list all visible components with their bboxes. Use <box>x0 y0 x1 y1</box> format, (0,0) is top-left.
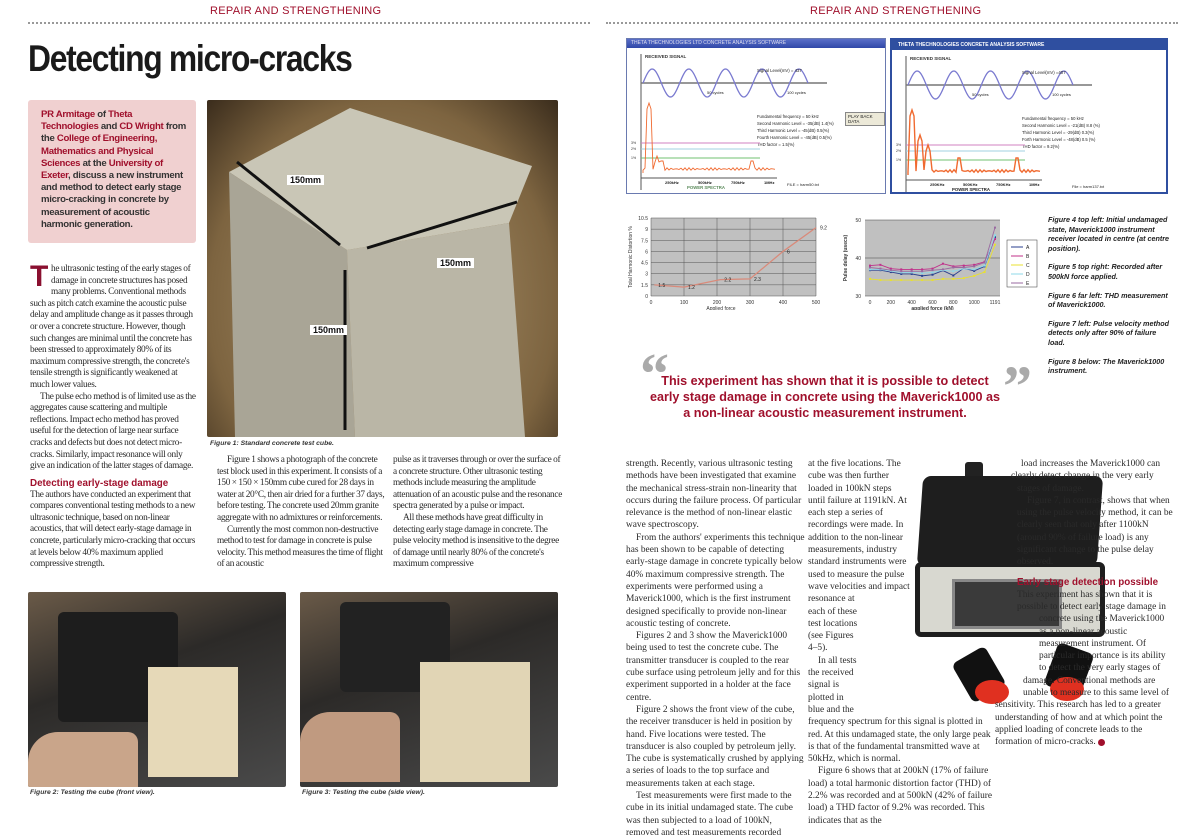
paragraph: load increases the Maverick1000 can clearly detect change in the very early stages of damage. <box>1011 459 1161 494</box>
data-point <box>932 279 934 281</box>
standfirst-text: at the <box>80 157 109 169</box>
harmonic-stat: Third Harmonic Level = -29(dB) 0.3(%) <box>1022 130 1095 135</box>
paragraph: Figure 1 shows a photograph of the concrete test block used in this experiment. It consists of a 150 × 150 × 150mm cube cured for 28 days in water at 20°C, then air dried for a further 37 days, before testing. The concrete used 20mm granite aggregate with no admixtures or reinforcements. <box>217 455 385 523</box>
figure-4-caption: Figure 4 top left: Initial undamaged state, Maverick1000 instrument receiver located in centre (at centre position). <box>1048 215 1170 253</box>
x-tick-label: 500 <box>811 300 821 306</box>
y-axis-label: Total Harmonic Distortion % <box>628 226 634 288</box>
y-tick-label: 50 <box>855 218 861 224</box>
data-point <box>911 268 913 270</box>
received-signal-label: RECEIVED SIGNAL <box>910 56 952 61</box>
x-tick-label: 1MHz <box>1029 182 1040 187</box>
data-point <box>952 274 954 276</box>
threshold-label: 2% <box>896 149 902 153</box>
harmonic-stat: Fundamental frequency = 50 kHz <box>1022 116 1084 121</box>
data-point <box>869 267 871 269</box>
hand <box>28 732 138 787</box>
x-tick-label: 750KHz <box>996 182 1011 187</box>
x-tick-label: 500kHz <box>698 180 712 185</box>
x-tick-label: 200 <box>886 300 896 306</box>
x-tick-label: 500KHz <box>963 182 978 187</box>
data-point <box>921 270 923 272</box>
drop-cap: T <box>30 260 49 293</box>
x-axis-label: Applied force <box>706 306 736 310</box>
data-point <box>942 268 944 270</box>
standfirst-text: , discuss a new instrument and method to detect early stage micro-cracking in concrete by measurement of acoustic harmonic generation. <box>41 170 183 230</box>
data-point <box>963 267 965 269</box>
data-point <box>973 275 975 277</box>
close-quote-mark: ” <box>1003 354 1032 419</box>
y-tick-label: 10.5 <box>638 216 648 222</box>
x-tick-label: 250KHz <box>930 182 945 187</box>
data-point <box>932 274 934 276</box>
y-tick-label: 3 <box>645 271 648 278</box>
data-point <box>869 268 871 270</box>
article-title: Detecting micro-cracks <box>28 38 352 79</box>
standfirst-text: of <box>94 109 109 120</box>
data-point <box>869 278 871 280</box>
data-label: 2.2 <box>724 277 732 284</box>
window-title: THETA THECHNOLOGIES CONCRETE ANALYSIS SOFTWARE <box>892 40 1166 50</box>
y-tick-label: 6 <box>645 249 648 256</box>
paragraph: Currently the most common non-destructive method to test for damage in concrete is pulse velocity. This method measures the time of flight of an acoustic <box>217 524 383 570</box>
x-tick-label: 100 <box>679 300 689 306</box>
data-label: 9.2 <box>820 225 827 232</box>
data-point <box>952 267 954 269</box>
article-column-5 <box>808 458 998 827</box>
figure-3-caption: Figure 3: Testing the cube (side view). <box>302 789 425 796</box>
power-spectrum-trace <box>908 110 1040 175</box>
cycles-label: 50 cycles <box>972 92 989 97</box>
data-point <box>994 234 996 236</box>
legend-label: B <box>1026 254 1030 260</box>
data-label: 1.2 <box>688 285 695 292</box>
y-tick-label: 40 <box>855 256 861 262</box>
header-divider <box>28 22 590 24</box>
dimension-label: 150mm <box>287 175 324 185</box>
harmonic-stat: Fundamental frequency = 50 kHz <box>757 114 819 119</box>
open-quote-mark: “ <box>640 341 669 406</box>
article-column-3 <box>393 455 563 571</box>
cycles-label: 100 cycles <box>787 90 806 95</box>
harmonic-stat: Second Harmonic Level = -21(dB) 8.8 (%) <box>1022 123 1100 128</box>
data-point <box>932 269 934 271</box>
received-signal-label: RECEIVED SIGNAL <box>645 54 687 59</box>
y-tick-label: 7.5 <box>641 238 648 245</box>
x-tick-label: 300 <box>745 300 755 306</box>
data-point <box>984 271 986 273</box>
legend-label: E <box>1026 281 1030 287</box>
data-point <box>890 279 892 281</box>
x-tick-label: 800 <box>949 300 958 306</box>
file-label: File = harm137.txt <box>1072 184 1105 189</box>
signal-level: Signal Level(mV) =407 <box>1022 70 1066 75</box>
subheading: Early stage detection possible <box>1017 576 1159 588</box>
x-tick-label: 250kHz <box>665 180 679 185</box>
paragraph: In all tests the received signal is plotted in blue and the frequency spectrum for this signal is plotted in red. At this undamaged state, the only large peak is that of the fundamental transmitted wave at 50kHz, which is normal. <box>808 655 991 765</box>
threshold-label: 3% <box>631 141 637 145</box>
data-point <box>952 278 954 280</box>
figure-2-photo <box>28 592 286 787</box>
data-point <box>921 279 923 281</box>
harmonic-stat: Fourth Harmonic Level = -45(dB) 0.5(%) <box>757 135 832 140</box>
paragraph: The authors have conducted an experiment that compares conventional testing methods to a new ultrasonic technique, based on non-linear acoustics, that will detect early-stage damage in concrete, particularly micro-cracking that occurs at levels below 40% maximum applied compressive strength. <box>30 489 196 570</box>
file-label: FILE = harm50.txt <box>787 182 819 187</box>
threshold-label: 1% <box>896 158 902 162</box>
data-point <box>921 275 923 277</box>
concrete-cube <box>420 662 530 782</box>
paragraph: Figure 6 shows that at 200kN (17% of failure load) a total harmonic distortion factor (THD) of 2.2% was recorded and at 500kN (42% of failure load) a THD factor of 9.2% was recorded. This indicates that as the <box>808 766 993 826</box>
data-label: 1.5 <box>658 282 666 289</box>
harmonic-stat: Forth Harmonic Level = -48(dB) 0.5 (%) <box>1022 137 1096 142</box>
y-axis-label: Pulse delay (usecs) <box>843 234 849 282</box>
article-column-4 <box>626 458 806 839</box>
paragraph: Test measurements were first made to the cube in its initial undamaged state. The cube was then subjected to a load of 100kN, removed and test measurements recorded <box>626 791 793 838</box>
data-point <box>994 244 996 246</box>
figure-8-caption: Figure 8 below: The Maverick1000 instrument. <box>1048 356 1165 376</box>
data-point <box>900 270 902 272</box>
figure-2-caption: Figure 2: Testing the cube (front view). <box>30 789 155 796</box>
figure-1-caption: Figure 1: Standard concrete test cube. <box>210 440 334 447</box>
org-3: University of Exeter <box>41 157 163 182</box>
data-point <box>879 279 881 281</box>
hand <box>300 712 400 782</box>
org-1: Theta Technologies <box>41 109 133 133</box>
x-tick-label: 1000 <box>968 300 980 306</box>
figure-7-caption: Figure 7 left: Pulse velocity method detects only after 90% of failure load. <box>1048 318 1170 347</box>
data-point <box>952 270 954 272</box>
y-tick-label: 4.5 <box>641 260 648 267</box>
y-tick-label: 1.5 <box>641 282 648 289</box>
figure-1-cube-photo <box>207 100 558 437</box>
dimension-label: 150mm <box>437 258 474 268</box>
data-point <box>984 265 986 267</box>
legend-label: A <box>1026 245 1030 251</box>
pulse-delay-chart <box>835 210 1040 310</box>
data-point <box>942 263 944 265</box>
pull-quote: This experiment has shown that it is possible to detect early stage damage in concrete using the Maverick1000 as a non-linear acoustic measurement instrument. <box>650 374 1000 420</box>
harmonic-stat: Third Harmonic Level = -45(dB) 0.5(%) <box>757 128 830 133</box>
signal-level: Signal Level(mV) = 437 <box>757 68 802 73</box>
cycles-label: 100 cycles <box>1052 92 1071 97</box>
dimension-label: 150mm <box>310 325 347 335</box>
paragraph: From the authors' experiments this technique has been shown to be capable of detecting early-stage damage in concrete typically below 40% maximum compressive strength. The experiments were performed using a Maverick1000, which is the first instrument designed specifically to provide non-linear acoustic testing of concrete. <box>626 532 805 629</box>
figure-6-caption: Figure 6 far left: THD measurement of Maverick1000. <box>1048 290 1168 310</box>
paragraph: he ultrasonic testing of the early stages of damage in concrete structures has posed many problems. Conventional methods such as pitch catch examine the acoustic pulse delay and amplitude change as it passes through or over a concrete structure. However, though such changes are minimal until the concrete has been stressed to approximately 80% of its maximum compressive strength, the concrete's tensile strength is significantly weakened at much lower values. <box>30 264 193 390</box>
article-column-2 <box>217 455 387 571</box>
data-point <box>869 265 871 267</box>
y-tick-label: 0 <box>645 294 648 300</box>
figure-5-caption: Figure 5 top right: Recorded after 500kN force applied. <box>1048 262 1163 281</box>
data-label: 6 <box>787 249 790 256</box>
x-tick-label: 0 <box>649 300 653 306</box>
plot-area <box>651 218 816 296</box>
figure-5-software-screenshot <box>890 38 1168 194</box>
data-point <box>963 277 965 279</box>
power-spectra-label: POWER SPECTRA <box>687 185 725 190</box>
data-point <box>900 268 902 270</box>
paragraph: Figures 2 and 3 show the Maverick1000 being used to test the concrete cube. The transmitter transducer is coupled to the rear cube surface using petroleum jelly and for this experiment supported in a holder at the face centre. <box>626 631 801 703</box>
section-header-left: REPAIR AND STRENGTHENING <box>210 5 382 17</box>
threshold-label: 1% <box>631 156 637 160</box>
standfirst-text: from the <box>41 121 186 145</box>
paragraph: Figure 7, in contrast, shows that when using the pulse velocity method, it can be clearly seen that only after 1100kN (around 90% of failure load) is any significant change to the pulse delay observed. <box>1017 495 1173 568</box>
subheading: Detecting early-stage damage <box>30 477 169 489</box>
x-tick-label: 600 <box>928 300 937 306</box>
header-divider <box>606 22 1178 24</box>
author-2: CD Wright <box>119 121 164 133</box>
threshold-label: 2% <box>631 147 637 151</box>
data-point <box>921 268 923 270</box>
power-spectrum-trace <box>643 103 775 173</box>
data-point <box>921 272 923 274</box>
data-point <box>911 270 913 272</box>
standfirst-box <box>28 100 196 243</box>
power-spectra-label: POWER SPECTRA <box>952 187 990 192</box>
signal-plot <box>892 50 1166 192</box>
play-back-data-button[interactable]: PLAY BACK DATA <box>845 112 885 126</box>
data-point <box>994 227 996 229</box>
section-header-right: REPAIR AND STRENGTHENING <box>810 5 982 17</box>
x-axis-label: applied force (kN) <box>911 306 954 310</box>
x-tick-label: 0 <box>868 300 872 306</box>
harmonic-stat: Second Harmonic Level = -35(dB) 1.4(%) <box>757 121 834 126</box>
legend-label: D <box>1026 272 1030 278</box>
article-column-1 <box>30 260 198 571</box>
window-title: THETA THECHNOLOGIES LTD CONCRETE ANALYSIS SOFTWARE <box>627 39 885 48</box>
data-point <box>984 262 986 264</box>
data-point <box>879 264 881 266</box>
y-tick-label: 9 <box>645 227 648 234</box>
paragraph: All these methods have great difficulty in detecting early stage damage in concrete. The pulse velocity method is insensitive to the degree of damage until nearly 80% of the concrete's maximum compressive <box>393 512 559 570</box>
data-point <box>911 279 913 281</box>
figure-4-software-screenshot <box>626 38 886 194</box>
data-point <box>963 265 965 267</box>
paragraph: Figure 2 shows the front view of the cube, the receiver transducer is held in position by hand. Five locations were tested. The transducer is also coupled by petroleum jelly. The cube is systematically crushed by applying a series of loads to the top surface and measurements taken at each stage. <box>626 704 804 789</box>
harmonic-stat: THD factor = 9.2(%) <box>1022 144 1060 149</box>
x-tick-label: 750kHz <box>731 180 745 185</box>
cycles-label: 50 cycles <box>707 90 724 95</box>
paragraph-text: This experiment has shown that it is possible to detect early stage damage in concrete using the Maverick1000 as a non-linear acoustic measurement instrument. Of particular importance is its ability to detect the very early stages of damage. Conventional methods are unable to measure to this same level of sensitivity. This research has led to a greater understanding of how and at which point the applied loading of concrete leads to the formation of micro-cracks. <box>995 589 1170 748</box>
data-point <box>973 268 975 270</box>
end-mark-icon <box>1098 739 1105 746</box>
thd-chart <box>620 210 830 310</box>
x-tick-label: 400 <box>778 300 788 306</box>
paragraph: The pulse echo method is of limited use as the aggregates cause scattering and multiple reflections. Impact echo method has proved useful for the detection of large near surface cracks and defects but does not detect micro-cracks. Similarly, impact resonance will only give an indication of the latter stages of damage. <box>30 391 196 472</box>
x-tick-label: 400 <box>907 300 916 306</box>
org-2: College of Engineering, Mathematics and Physical Sciences <box>41 133 158 169</box>
x-tick-label: 1191 <box>989 300 1001 306</box>
standfirst-text: and <box>98 121 120 133</box>
x-tick-label: 1MHz <box>764 180 775 185</box>
data-point <box>942 278 944 280</box>
paragraph: strength. Recently, various ultrasonic testing methods have been investigated that examine the mechanical stress-strain non-linearity that occurs during the failure process. Of particular relevance is the method of non-linear elastic wave spectroscopy. <box>626 459 802 531</box>
data-point <box>890 269 892 271</box>
data-point <box>900 279 902 281</box>
paragraph: pulse as it traverses through or over the surface of a concrete structure. Other ultrasonic testing methods include measuring the amplitude attenuation of an acoustic pulse and the resonance spectra generated by a pulse or impact. <box>393 455 563 512</box>
figure-3-photo <box>300 592 558 787</box>
data-point <box>932 271 934 273</box>
article-column-6 <box>995 458 1173 749</box>
concrete-cube <box>148 667 238 777</box>
data-label: 2.3 <box>754 276 761 283</box>
threshold-label: 3% <box>896 143 902 147</box>
cube-illustration <box>207 100 558 437</box>
data-point <box>973 265 975 267</box>
data-point <box>879 268 881 270</box>
author-1: PR Armitage <box>41 109 95 120</box>
legend-label: C <box>1026 263 1030 269</box>
harmonic-stat: THD factor = 1.5(%) <box>757 142 795 147</box>
paragraph: at the five locations. The cube was then further loaded in 100kN steps until failure at 1191kN. At each step a series of recordings were made. In addition to the non-linear measurements, industry standard instruments were used to measure the pulse wave velocities and impact resonance at each of these test locations (see Figures 4–5). <box>808 459 910 654</box>
x-tick-label: 200 <box>712 300 722 306</box>
y-tick-label: 30 <box>855 294 861 300</box>
figure-captions <box>1048 215 1173 385</box>
